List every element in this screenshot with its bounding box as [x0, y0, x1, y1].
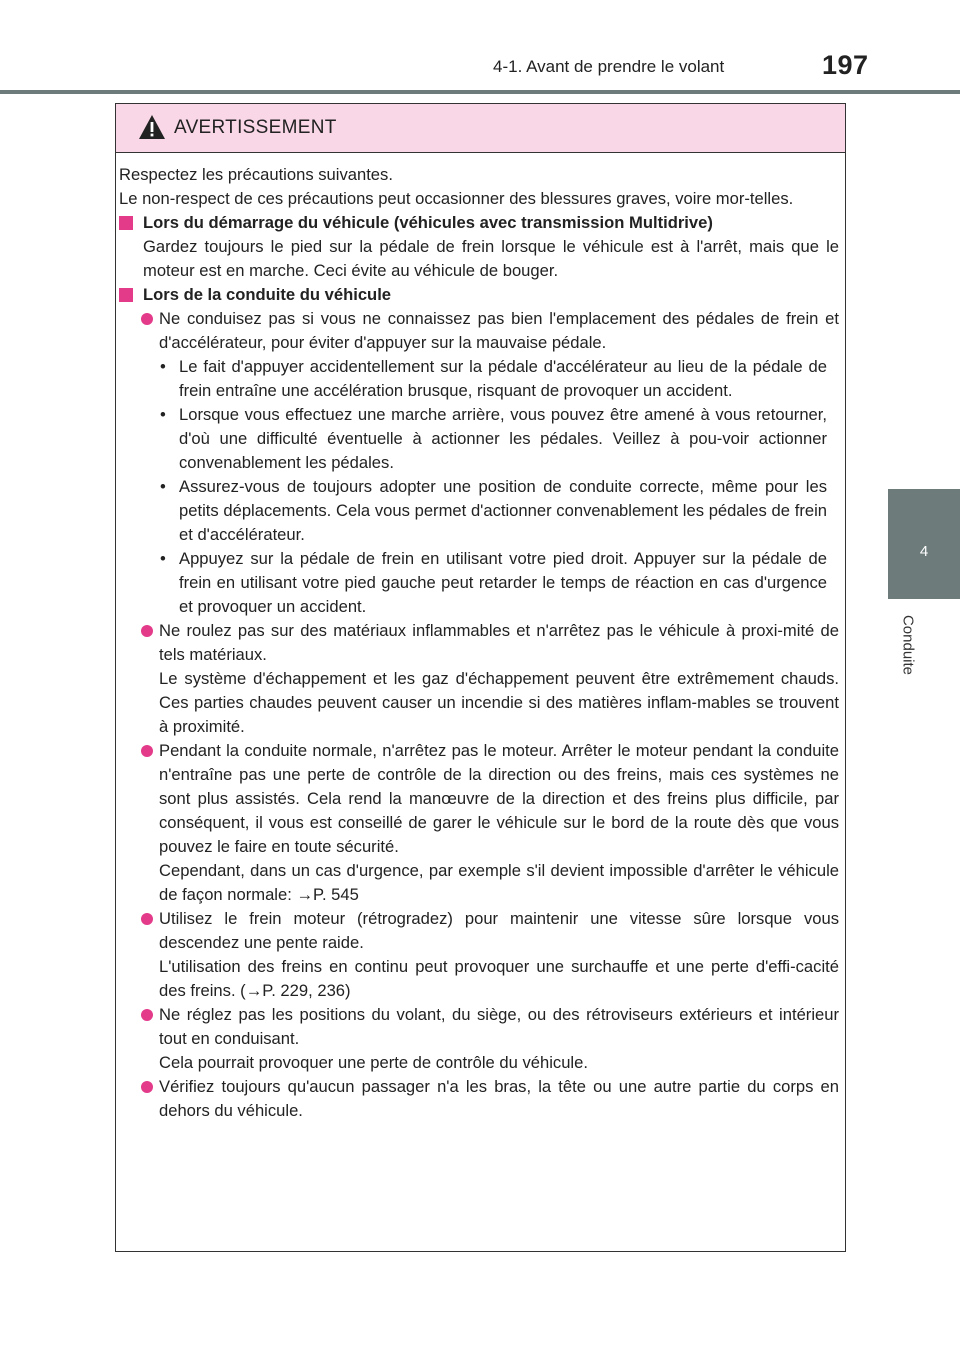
- warning-intro: [119, 163, 839, 211]
- chapter-label: Conduite: [899, 614, 917, 676]
- text-line: Le système d'échappement et les gaz d'échappement peuvent être extrêmement chauds. Ces parties chaudes peuvent causer un incendie si des matières inflam-mables se trouvent à proximité.: [159, 669, 839, 736]
- sub-bullet-text: Assurez-vous de toujours adopter une position de conduite correcte, même pour les petits déplacements. Cela vous permet d'actionner convenablement les pédales de frein et d'accélérateur.: [179, 477, 827, 544]
- list-item: [119, 619, 839, 739]
- intro-line-2: Le non-respect de ces précautions peut occasionner des blessures graves, voire mor-telles.: [119, 189, 794, 208]
- section-heading-start: [119, 211, 839, 235]
- text-line: L'utilisation des freins en continu peut provoquer une surchauffe et une perte d'effi-cacité des freins. (→P. 229, 236): [159, 957, 839, 1000]
- sub-bullet-text: Lorsque vous effectuez une marche arrière, vous pouvez être amené à vous retourner, d'où une difficulté éventuelle à actionner les pédales. Veillez à pou-voir actionner convenablement les pédales.: [179, 405, 827, 472]
- intro-line-1: Respectez les précautions suivantes.: [119, 165, 393, 184]
- list-item: [119, 1003, 839, 1075]
- chapter-tab[interactable]: [888, 489, 960, 599]
- sub-bullet-text: Le fait d'appuyer accidentellement sur la pédale d'accélérateur au lieu de la pédale de frein entraîne une accélération brusque, risquant de provoquer un accident.: [179, 357, 827, 400]
- text-line: Ne roulez pas sur des matériaux inflammables et n'arrêtez pas le véhicule à proxi-mité de tels matériaux.: [159, 621, 839, 664]
- section-heading-driving: [119, 283, 839, 307]
- small-bullet-icon: •: [160, 477, 166, 496]
- sub-bullet-item: [119, 475, 839, 547]
- list-item: [119, 739, 839, 907]
- warning-title: AVERTISSEMENT: [174, 117, 337, 138]
- list-item-text: [159, 741, 839, 904]
- sub-bullet-item: [119, 403, 839, 475]
- dot-bullet-icon: [141, 625, 153, 637]
- dot-bullet-icon: [141, 313, 153, 325]
- section-title: 4-1. Avant de prendre le volant: [493, 57, 725, 76]
- chapter-tab-label-wrap: [893, 605, 923, 685]
- list-item-text: [159, 621, 839, 736]
- list-item: [119, 307, 839, 355]
- list-item-text: [159, 1005, 839, 1072]
- page-number: 197: [822, 50, 869, 80]
- dot-bullet-icon: [141, 913, 153, 925]
- text-line: Cela pourrait provoquer une perte de contrôle du véhicule.: [159, 1053, 588, 1072]
- list-item-text: Vérifiez toujours qu'aucun passager n'a les bras, la tête ou une autre partie du corps en dehors du véhicule.: [159, 1077, 839, 1120]
- small-bullet-icon: •: [160, 549, 166, 568]
- list-item: [119, 907, 839, 1003]
- chapter-number: 4: [919, 543, 929, 560]
- sub-bullet-item: [119, 547, 839, 619]
- section-start-text: Gardez toujours le pied sur la pédale de frein lorsque le véhicule est à l'arrêt, mais que le moteur est en marche. Ceci évite au véhicule de bouger.: [143, 237, 839, 280]
- dot-bullet-icon: [141, 1081, 153, 1093]
- section-heading-start-text: Lors du démarrage du véhicule (véhicules avec transmission Multidrive): [143, 213, 713, 232]
- header-divider: [0, 90, 960, 94]
- text-line: Utilisez le frein moteur (rétrogradez) pour maintenir une vitesse sûre lorsque vous descendez une pente raide.: [159, 909, 839, 952]
- text-line: Ne réglez pas les positions du volant, du siège, ou des rétroviseurs extérieurs et intérieur tout en conduisant.: [159, 1005, 839, 1048]
- sub-bullet-text: Appuyez sur la pédale de frein en utilisant votre pied droit. Appuyer sur la pédale de frein en utilisant votre pied gauche peut retarder le temps de réaction en cas d'urgence et provoquer un accident.: [179, 549, 827, 616]
- small-bullet-icon: •: [160, 357, 166, 376]
- warning-triangle-icon: [138, 114, 166, 140]
- list-item-text: [159, 909, 839, 1000]
- section-heading-driving-text: Lors de la conduite du véhicule: [143, 285, 392, 304]
- warning-header: [116, 104, 845, 153]
- sub-bullet-item: [119, 355, 839, 403]
- list-item: [119, 1075, 839, 1123]
- text-line: Pendant la conduite normale, n'arrêtez pas le moteur. Arrêter le moteur pendant la conduite n'entraîne pas une perte de contrôle de la direction ou des freins, mais ces systèmes ne sont plus assistés. Cela rend la manœuvre de la direction et des freins plus difficile, par conséquent, il vous est conseillé de garer le véhicule sur le bord de la route dès que vous pouvez le faire en toute sécurité.: [159, 741, 839, 856]
- list-item-text: Ne conduisez pas si vous ne connaissez pas bien l'emplacement des pédales de frein et d'accélérateur, pour éviter d'appuyer sur la mauvaise pédale.: [159, 309, 839, 352]
- square-bullet-icon: [119, 216, 133, 230]
- small-bullet-icon: •: [160, 405, 166, 424]
- warning-content: [119, 163, 839, 1123]
- square-bullet-icon: [119, 288, 133, 302]
- dot-bullet-icon: [141, 1009, 153, 1021]
- warning-box: [115, 103, 846, 1252]
- dot-bullet-icon: [141, 745, 153, 757]
- text-line: Cependant, dans un cas d'urgence, par exemple s'il devient impossible d'arrêter le véhicule de façon normale: →P. 545: [159, 861, 839, 904]
